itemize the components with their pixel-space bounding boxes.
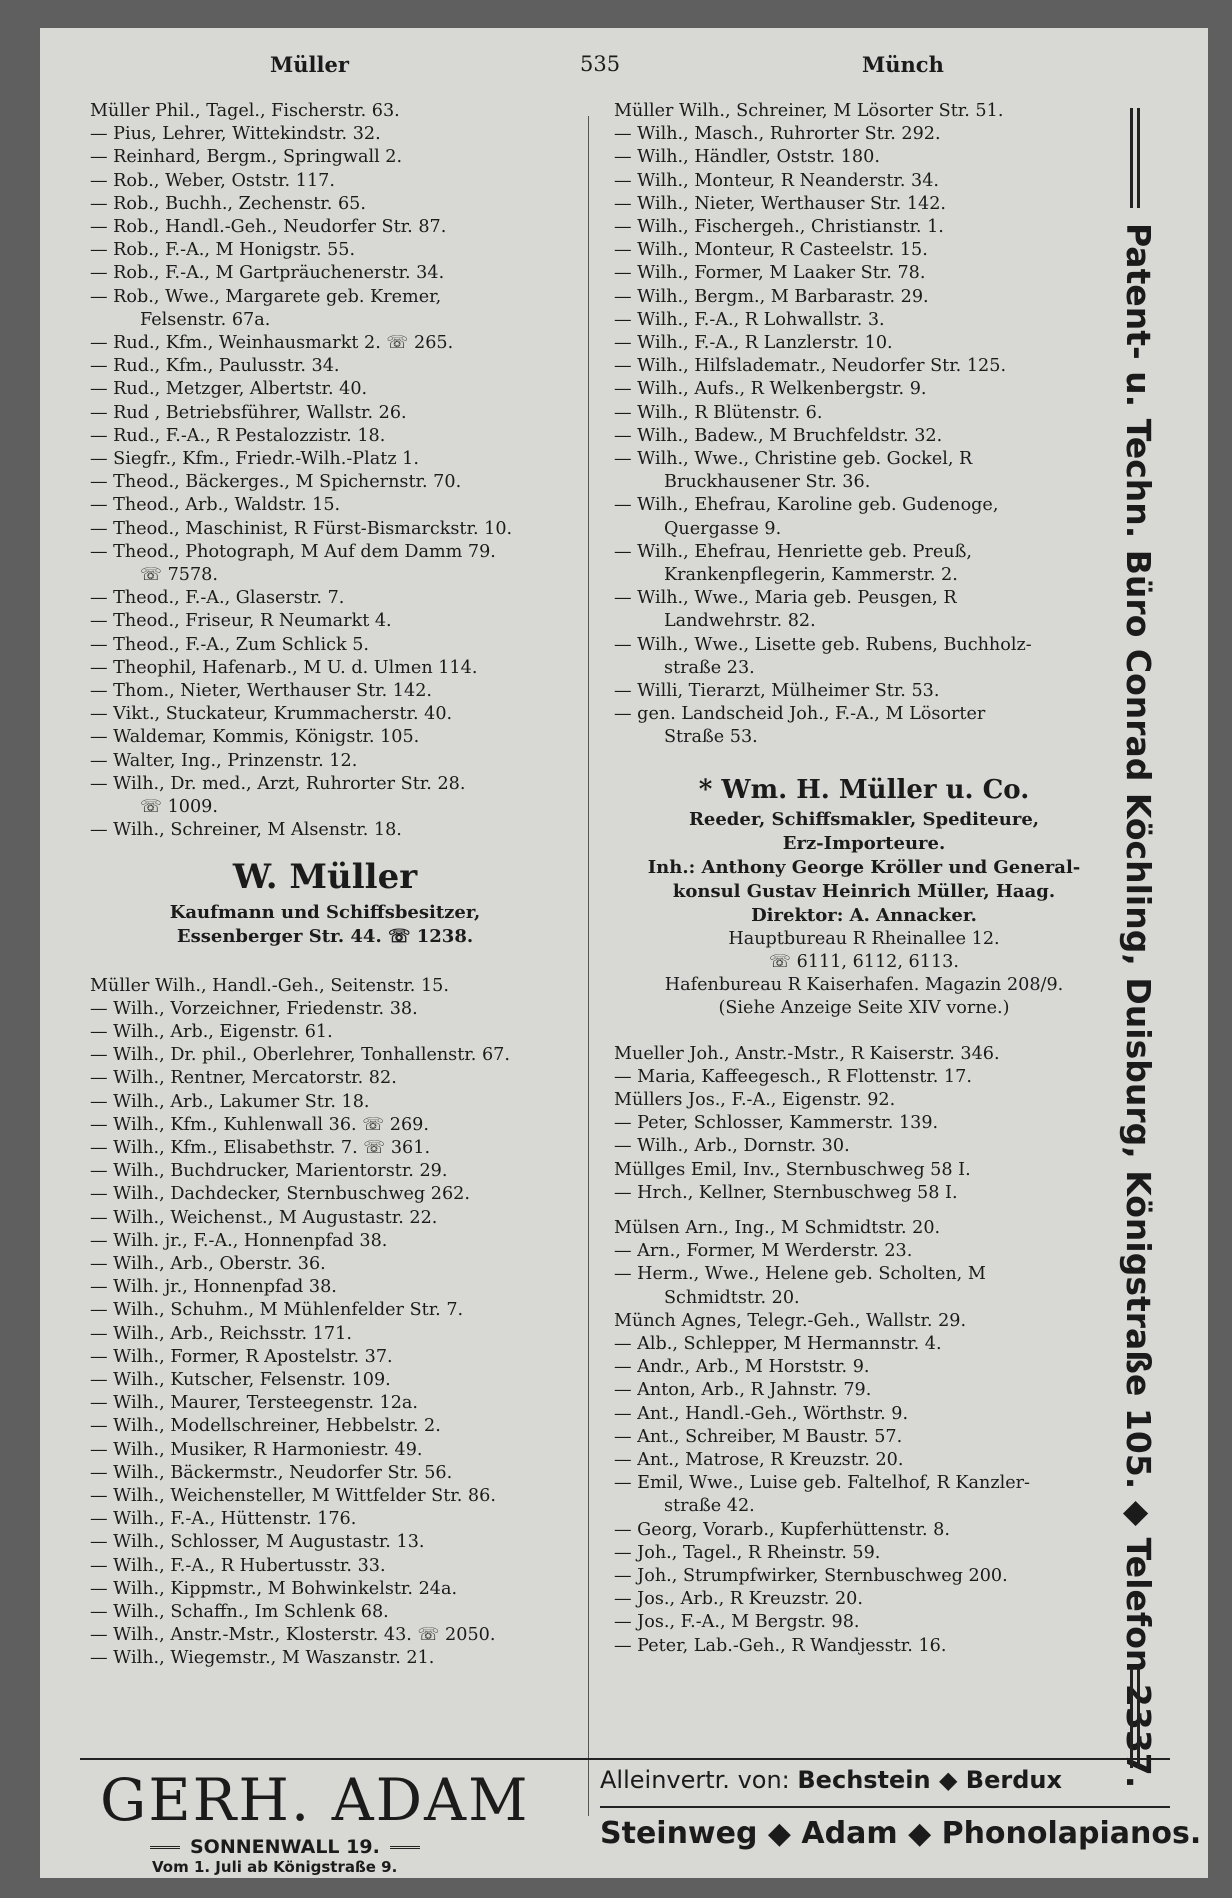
left-column	[90, 100, 560, 1671]
directory-entry: — Vikt., Stuckateur, Krummacherstr. 40.	[90, 704, 453, 725]
directory-entry: — Wilh., Wwe., Christine geb. Gockel, R	[614, 449, 973, 470]
directory-entry: — Wilh., Hilfsladematr., Neudorfer Str. 125.	[614, 356, 1007, 377]
directory-entry: — Wilh., Arb., Reichsstr. 171.	[90, 1323, 352, 1344]
column-divider	[588, 116, 589, 1816]
directory-entry: — Wilh., Wwe., Maria geb. Peusgen, R	[614, 588, 957, 609]
firm-detail-line: Inh.: Anthony George Kröller und General-	[647, 856, 1081, 878]
firm-detail-line: Direktor: A. Annacker.	[751, 904, 977, 926]
directory-entry: — Wilh., Musiker, R Harmoniestr. 49.	[90, 1439, 423, 1460]
advert-company-name: GERH. ADAM	[100, 1766, 530, 1834]
directory-entry: — Pius, Lehrer, Wittekindstr. 32.	[90, 124, 381, 145]
directory-entry: — Theod., Friseur, R Neumarkt 4.	[90, 611, 392, 632]
directory-entry: Müller Wilh., Handl.-Geh., Seitenstr. 15.	[90, 975, 449, 996]
right-entries-1	[614, 100, 1114, 750]
directory-entry: Landwehrstr. 82.	[664, 611, 816, 632]
advert-line-2: Steinweg ◆ Adam ◆ Phonolapianos.	[600, 1816, 1202, 1851]
directory-entry: — Wilh., F.-A., Hüttenstr. 176.	[90, 1509, 357, 1530]
directory-entry: — Wilh., F.-A., R Lohwallstr. 3.	[614, 309, 885, 330]
directory-entry: Straße 53.	[664, 727, 758, 748]
directory-entry: — Wilh., F.-A., R Hubertusstr. 33.	[90, 1555, 386, 1576]
directory-entry: straße 42.	[664, 1496, 755, 1517]
directory-entry: — Theod., Maschinist, R Fürst-Bismarckstr. 10.	[90, 518, 513, 539]
advert-line-1	[600, 1766, 1062, 1794]
directory-entry: Krankenpflegerin, Kammerstr. 2.	[664, 565, 958, 586]
directory-entry: — Thom., Nieter, Werthauser Str. 142.	[90, 681, 432, 702]
directory-entry: — Wilh., Monteur, R Casteelstr. 15.	[614, 240, 928, 261]
directory-entry: — Wilh., Bäckermstr., Neudorfer Str. 56.	[90, 1462, 453, 1483]
directory-entry: — Reinhard, Bergm., Springwall 2.	[90, 147, 403, 168]
directory-entry: Müller Phil., Tagel., Fischerstr. 63.	[90, 101, 400, 121]
directory-entry: Müllges Emil, Inv., Sternbuschweg 58 I.	[614, 1159, 971, 1180]
directory-entry: — Ant., Handl.-Geh., Wörthstr. 9.	[614, 1403, 909, 1424]
directory-entry: — gen. Landscheid Joh., F.-A., M Lösorter	[614, 704, 986, 725]
directory-entry: — Wilh. jr., Honnenpfad 38.	[90, 1277, 337, 1298]
directory-entry: — Wilh., Kfm., Elisabethstr. 7. ☏ 361.	[90, 1137, 431, 1158]
directory-entry: — Rob., Weber, Oststr. 117.	[90, 170, 335, 191]
advert-mid-rule	[600, 1806, 1170, 1808]
directory-entry: Quergasse 9.	[664, 518, 782, 539]
advert-top-rule	[80, 1758, 1170, 1760]
directory-entry: — Wilh., Dr. med., Arzt, Ruhrorter Str. 28.	[90, 773, 466, 794]
page-number: 535	[580, 52, 621, 76]
directory-entry: — Rud., F.-A., R Pestalozzistr. 18.	[90, 425, 386, 446]
directory-entry: — Andr., Arb., M Horststr. 9.	[614, 1357, 870, 1378]
sidebar-rule-top	[1130, 108, 1140, 208]
firm-office-line: Hafenbureau R Kaiserhafen. Magazin 208/9.	[664, 975, 1064, 996]
directory-entry: — Rob., Buchh., Zechenstr. 65.	[90, 193, 366, 214]
directory-entry: — Joh., Tagel., R Rheinstr. 59.	[614, 1542, 881, 1563]
firm-detail-line: Reeder, Schiffsmakler, Spediteure,	[688, 808, 1040, 830]
directory-entry: — Wilh., Schaffn., Im Schlenk 68.	[90, 1601, 389, 1622]
directory-entry: — Wilh., Kippmstr., M Bohwinkelstr. 24a.	[90, 1578, 458, 1599]
directory-entry: — Theod., Arb., Waldstr. 15.	[90, 495, 341, 516]
firm-w-mueller-address: Essenberger Str. 44. ☏ 1238.	[176, 925, 474, 947]
directory-entry: — Theod., Bäckerges., M Spichernstr. 70.	[90, 472, 462, 493]
advert-street-text: SONNENWALL 19.	[190, 1836, 380, 1858]
page-header	[40, 52, 1208, 92]
directory-entry: — Wilh., Schlosser, M Augustastr. 13.	[90, 1532, 425, 1553]
directory-entry: — Theod., Photograph, M Auf dem Damm 79.	[90, 541, 496, 562]
firm-office-line: Hauptbureau R Rheinallee 12.	[728, 928, 1000, 949]
firm-office-line: ☏ 6111, 6112, 6113.	[769, 951, 959, 972]
directory-entry: Schmidtstr. 20.	[664, 1287, 800, 1308]
directory-entry: — Walter, Ing., Prinzenstr. 12.	[90, 750, 358, 771]
directory-entry: — Hrch., Kellner, Sternbuschweg 58 I.	[614, 1182, 958, 1203]
firm-detail-line: Erz-Importeure.	[782, 832, 946, 854]
directory-entry: — Theophil, Hafenarb., M U. d. Ulmen 114.	[90, 657, 478, 678]
directory-entry: Mülsen Arn., Ing., M Schmidtstr. 20.	[614, 1217, 941, 1238]
directory-entry: — Wilh., Kutscher, Felsenstr. 109.	[90, 1369, 391, 1390]
directory-entry: — Waldemar, Kommis, Königstr. 105.	[90, 727, 420, 748]
sidebar-rule-bottom	[1130, 1668, 1140, 1768]
directory-entry: — Joh., Strumpfwirker, Sternbuschweg 200.	[614, 1565, 1008, 1586]
directory-entry: — Rob., Wwe., Margarete geb. Kremer,	[90, 286, 442, 307]
directory-entry: Münch Agnes, Telegr.-Geh., Wallstr. 29.	[614, 1310, 967, 1331]
directory-entry: — Wilh., Former, M Laaker Str. 78.	[614, 263, 926, 284]
firm-wm-h-mueller-title: * Wm. H. Müller u. Co.	[698, 774, 1030, 805]
directory-entry: — Peter, Lab.-Geh., R Wandjesstr. 16.	[614, 1635, 947, 1656]
directory-entry: — Wilh., Dr. phil., Oberlehrer, Tonhallenstr. 67.	[90, 1045, 510, 1066]
directory-entry: — Herm., Wwe., Helene geb. Scholten, M	[614, 1264, 986, 1285]
directory-entry: — Theod., F.-A., Glaserstr. 7.	[90, 588, 345, 609]
directory-entry: — Wilh., Arb., Eigenstr. 61.	[90, 1021, 333, 1042]
directory-entry: — Wilh., Arb., Dornstr. 30.	[614, 1136, 850, 1157]
directory-entry: — Maria, Kaffeegesch., R Flottenstr. 17.	[614, 1066, 972, 1087]
directory-entry: — Wilh., Buchdrucker, Marientorstr. 29.	[90, 1161, 448, 1182]
advert-right-box	[600, 1758, 1202, 1868]
directory-entry: — Wilh., Arb., Lakumer Str. 18.	[90, 1091, 370, 1112]
bottom-advert	[100, 1758, 1202, 1876]
directory-entry: — Emil, Wwe., Luise geb. Faltelhof, R Kanzler-	[614, 1473, 1030, 1494]
advert-line-1-brands: Bechstein ◆ Berdux	[797, 1766, 1062, 1794]
firm-wm-h-mueller-details	[614, 808, 1114, 928]
directory-entry: — Rob., F.-A., M Honigstr. 55.	[90, 240, 356, 261]
directory-entry: — Willi, Tierarzt, Mülheimer Str. 53.	[614, 681, 940, 702]
directory-entry: ☏ 7578.	[140, 565, 218, 586]
directory-entry: — Wilh., Bergm., M Barbarastr. 29.	[614, 286, 929, 307]
directory-entry: Müllers Jos., F.-A., Eigenstr. 92.	[614, 1089, 896, 1110]
sidebar-advert-text: Patent- u. Techn. Büro Conrad Köchling, Duisburg, Königstraße 105. ◆ Telefon 2337.	[1119, 223, 1158, 1789]
directory-entry: — Rob., F.-A., M Gartpräuchenerstr. 34.	[90, 263, 445, 284]
directory-entry: Mueller Joh., Anstr.-Mstr., R Kaiserstr. 346.	[614, 1043, 1000, 1064]
directory-entry	[614, 1205, 1114, 1217]
directory-entry: — Wilh., Ehefrau, Karoline geb. Gudenoge,	[614, 495, 999, 516]
right-column	[614, 100, 1114, 1658]
sidebar-advert	[1110, 108, 1200, 1828]
directory-entry: — Wilh. jr., F.-A., Honnenpfad 38.	[90, 1230, 388, 1251]
directory-entry: — Jos., F.-A., M Bergstr. 98.	[614, 1612, 860, 1633]
directory-entry: — Jos., Arb., R Kreuzstr. 20.	[614, 1589, 863, 1610]
directory-entry: straße 23.	[664, 657, 755, 678]
directory-entry: — Wilh., Wiegemstr., M Waszanstr. 21.	[90, 1648, 435, 1669]
directory-entry: — Ant., Matrose, R Kreuzstr. 20.	[614, 1449, 904, 1470]
directory-entry: Bruckhausener Str. 36.	[664, 472, 871, 493]
directory-entry: Felsenstr. 67a.	[140, 309, 271, 330]
directory-entry: — Wilh., Rentner, Mercatorstr. 82.	[90, 1068, 397, 1089]
directory-entry: — Wilh., Former, R Apostelstr. 37.	[90, 1346, 393, 1367]
header-left-keyword: Müller	[270, 52, 349, 77]
firm-w-mueller-title: W. Müller	[232, 856, 418, 897]
directory-entry: — Wilh., Kfm., Kuhlenwall 36. ☏ 269.	[90, 1114, 429, 1135]
header-right-keyword: Münch	[862, 52, 944, 77]
directory-entry: Müller Wilh., Schreiner, M Lösorter Str. 51.	[614, 101, 1004, 121]
directory-entry: — Wilh., Schuhm., M Mühlenfelder Str. 7.	[90, 1300, 464, 1321]
left-entries-2	[90, 975, 560, 1671]
directory-entry: — Wilh., Arb., Oberstr. 36.	[90, 1253, 326, 1274]
directory-entry: — Wilh., Händler, Oststr. 180.	[614, 147, 880, 168]
directory-entry: ☏ 1009.	[140, 797, 218, 818]
advert-line-1-prefix: Alleinvertr. von:	[600, 1766, 798, 1794]
directory-entry: — Arn., Former, M Werderstr. 23.	[614, 1241, 913, 1262]
directory-entry: — Peter, Schlosser, Kammerstr. 139.	[614, 1113, 939, 1134]
directory-entry: — Wilh., Monteur, R Neanderstr. 34.	[614, 170, 940, 191]
directory-entry: — Wilh., Anstr.-Mstr., Klosterstr. 43. ☏ 2050.	[90, 1625, 496, 1646]
firm-detail-line: konsul Gustav Heinrich Müller, Haag.	[672, 880, 1056, 902]
directory-entry: — Georg, Vorarb., Kupferhüttenstr. 8.	[614, 1519, 950, 1540]
directory-entry: — Wilh., Ehefrau, Henriette geb. Preuß,	[614, 541, 972, 562]
directory-entry: — Rud , Betriebsführer, Wallstr. 26.	[90, 402, 407, 423]
directory-entry: — Siegfr., Kfm., Friedr.-Wilh.-Platz 1.	[90, 449, 419, 470]
directory-entry: — Wilh., Weichensteller, M Wittfelder Str. 86.	[90, 1485, 496, 1506]
left-entries-1	[90, 100, 560, 843]
directory-entry: — Wilh., Aufs., R Welkenbergstr. 9.	[614, 379, 927, 400]
directory-entry: — Wilh., Fischergeh., Christianstr. 1.	[614, 217, 944, 238]
right-entries-2	[614, 1043, 1114, 1658]
directory-entry: — Ant., Schreiber, M Baustr. 57.	[614, 1426, 903, 1447]
directory-entry: — Theod., F.-A., Zum Schlick 5.	[90, 634, 369, 655]
directory-entry: — Wilh., Masch., Ruhrorter Str. 292.	[614, 124, 941, 145]
directory-entry: — Wilh., Badew., M Bruchfeldstr. 32.	[614, 425, 943, 446]
directory-entry: — Rud., Kfm., Weinhausmarkt 2. ☏ 265.	[90, 333, 454, 354]
advert-street	[140, 1836, 430, 1858]
directory-entry: — Rud., Kfm., Paulusstr. 34.	[90, 356, 340, 377]
firm-office-line: (Siehe Anzeige Seite XIV vorne.)	[718, 998, 1010, 1019]
advert-moved-notice: Vom 1. Juli ab Königstraße 9.	[152, 1858, 398, 1876]
directory-entry: — Wilh., F.-A., R Lanzlerstr. 10.	[614, 333, 893, 354]
directory-entry: — Wilh., R Blütenstr. 6.	[614, 402, 823, 423]
directory-entry: — Rud., Metzger, Albertstr. 40.	[90, 379, 368, 400]
firm-w-mueller-desc: Kaufmann und Schiffsbesitzer,	[169, 901, 481, 923]
directory-entry: — Wilh., Vorzeichner, Friedenstr. 38.	[90, 998, 418, 1019]
directory-entry: — Anton, Arb., R Jahnstr. 79.	[614, 1380, 872, 1401]
directory-entry: — Wilh., Wwe., Lisette geb. Rubens, Buchholz-	[614, 634, 1032, 655]
directory-page	[40, 28, 1208, 1878]
directory-entry: — Wilh., Maurer, Tersteegenstr. 12a.	[90, 1393, 418, 1414]
directory-entry: — Wilh., Nieter, Werthauser Str. 142.	[614, 193, 946, 214]
directory-entry: — Rob., Handl.-Geh., Neudorfer Str. 87.	[90, 217, 447, 238]
directory-entry: — Alb., Schlepper, M Hermannstr. 4.	[614, 1333, 942, 1354]
directory-entry: — Wilh., Modellschreiner, Hebbelstr. 2.	[90, 1416, 441, 1437]
firm-wm-h-mueller-offices	[614, 928, 1114, 1021]
directory-entry: — Wilh., Schreiner, M Alsenstr. 18.	[90, 820, 402, 841]
directory-entry: — Wilh., Weichenst., M Augustastr. 22.	[90, 1207, 438, 1228]
directory-entry: — Wilh., Dachdecker, Sternbuschweg 262.	[90, 1184, 470, 1205]
